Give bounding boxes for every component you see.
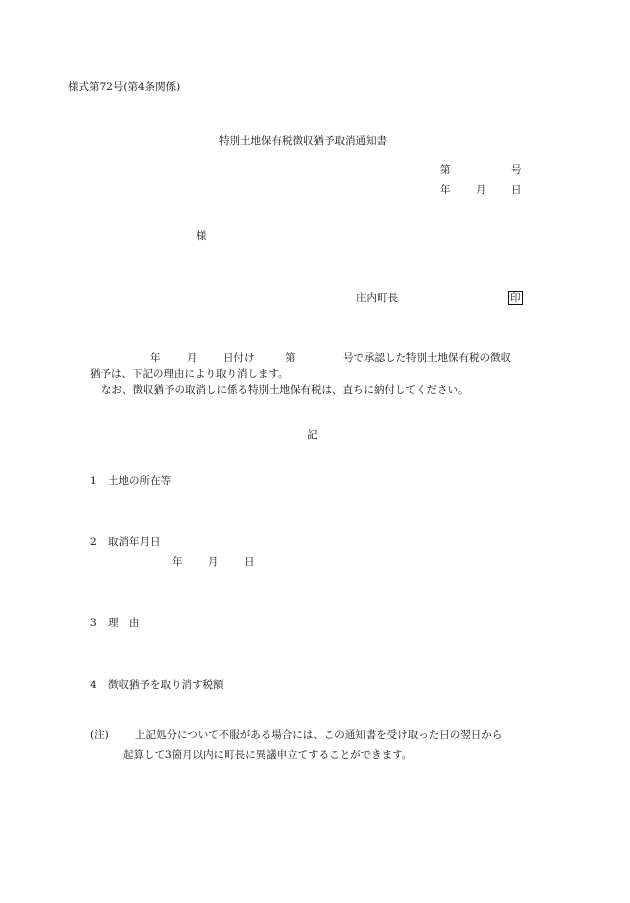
item2-label: 取消年月日 <box>108 536 161 548</box>
item1-label: 土地の所在等 <box>108 475 171 487</box>
body-year: 年 <box>150 352 161 364</box>
form-number: 様式第72号(第4条関係) <box>68 81 181 93</box>
item4-label: 徴収猶予を取り消す税額 <box>108 679 224 691</box>
body-line2: 猶予は、下記の理由により取り消します。 <box>90 368 289 380</box>
recipient-suffix: 様 <box>196 230 207 242</box>
item2-day: 日 <box>244 556 255 568</box>
ki-heading: 記 <box>307 429 318 441</box>
body-line1-rest: 号で承認した特別土地保有税の徴収 <box>343 352 511 364</box>
seal-mark <box>508 291 523 305</box>
doc-date-day: 日 <box>511 184 522 196</box>
item1-number: 1 <box>90 475 97 487</box>
item2-year: 年 <box>172 556 183 568</box>
item2-number: 2 <box>90 536 97 548</box>
doc-date-year: 年 <box>440 184 451 196</box>
body-month: 月 <box>187 352 198 364</box>
note-line2: 起算して3箇月以内に町長に異議申立てすることができます。 <box>123 749 413 761</box>
body-no-prefix: 第 <box>285 352 296 364</box>
issuer-name: 庄内町長 <box>356 292 398 304</box>
doc-number-prefix: 第 <box>440 164 451 176</box>
body-line3: なお、徴収猶予の取消しに係る特別土地保有税は、直ちに納付してください。 <box>101 384 469 396</box>
item3-number: 3 <box>90 617 97 629</box>
document-title: 特別土地保有税徴収猶予取消通知書 <box>219 135 387 147</box>
doc-date-month: 月 <box>476 184 487 196</box>
body-day: 日付け <box>223 352 255 364</box>
note-label: (注) <box>90 729 109 741</box>
note-line1: 上記処分について不服がある場合には、この通知書を受け取った日の翌日から <box>135 729 503 741</box>
item2-month: 月 <box>208 556 219 568</box>
seal-label: 印 <box>510 292 521 304</box>
item4-number: 4 <box>90 679 97 691</box>
doc-number-suffix: 号 <box>511 164 522 176</box>
item3-label: 理 由 <box>108 617 140 629</box>
